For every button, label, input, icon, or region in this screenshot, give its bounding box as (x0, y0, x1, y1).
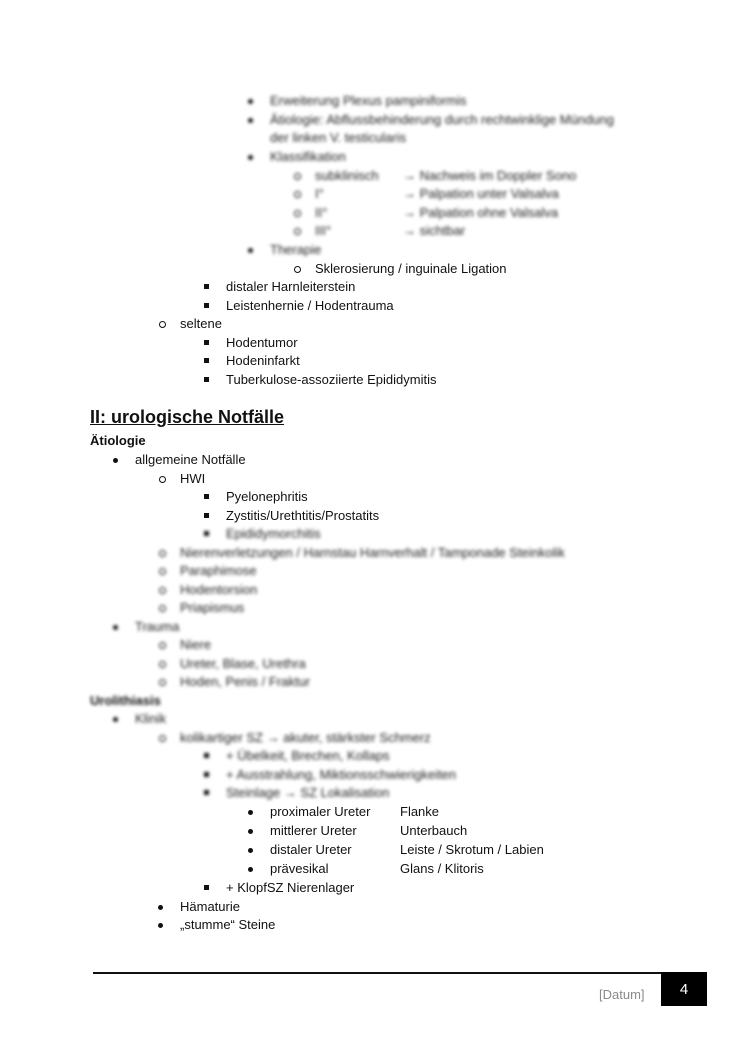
list-item: Hämaturie (180, 899, 240, 914)
list-item: + Übelkeit, Brechen, Kollaps (226, 748, 390, 763)
list-item: Hodentorsion (180, 582, 258, 597)
location-pain: Flanke (400, 804, 440, 819)
location-site: prävesikal (270, 861, 329, 876)
list-item: Priapismus (180, 600, 245, 615)
list-item: Epididymorchitis (226, 526, 321, 541)
location-row (270, 861, 484, 877)
list-item: Tuberkulose-assoziierte Epididymitis (226, 372, 437, 387)
list-item: Pyelonephritis (226, 489, 308, 504)
list-item: Hodentumor (226, 335, 298, 350)
list-item: HWI (180, 471, 206, 486)
list-item: „stumme“ Steine (180, 917, 276, 932)
list-item: Hodeninfarkt (226, 353, 300, 368)
location-pain: Unterbauch (400, 823, 468, 838)
section-heading: II: urologische Notfälle (90, 407, 285, 427)
list-item: seltene (180, 316, 222, 331)
list-item: Ätiologie: Abflussbehinderung durch rechtwinklige Mündung (270, 112, 614, 127)
list-item: + KlopfSZ Nierenlager (226, 880, 355, 895)
list-item: II° → Palpation ohne Valsalva (315, 205, 559, 220)
list-item: Klinik (135, 711, 167, 726)
list-item: Erweiterung Plexus pampiniformis (270, 93, 467, 108)
list-item: Nierenverletzungen / Harnstau Harnverhalt / Tamponade Steinkolik (180, 545, 565, 560)
list-item: Therapie (270, 242, 322, 257)
list-item: I° → Palpation unter Valsalva (315, 186, 559, 201)
footer-date: [Datum] (599, 987, 645, 1002)
subheading-urolithiasis: Urolithiasis (90, 693, 161, 708)
list-item: Niere (180, 637, 212, 652)
list-item: Zystitis/Urethtitis/Prostatits (226, 508, 380, 523)
location-row (270, 804, 440, 820)
location-pain: Leiste / Skrotum / Labien (400, 842, 544, 857)
location-site: mittlerer Ureter (270, 823, 357, 838)
list-item: Steinlage → SZ Lokalisation (226, 785, 390, 800)
list-item-continuation: der linken V. testicularis (270, 130, 407, 145)
list-item: subklinisch → Nachweis im Doppler Sono (315, 168, 577, 183)
list-item: III° → sichtbar (315, 223, 466, 238)
subheading-aetiologie: Ätiologie (90, 433, 146, 448)
list-item: Leistenhernie / Hodentrauma (226, 298, 394, 313)
list-item: Ureter, Blase, Urethra (180, 656, 306, 671)
list-item: Hoden, Penis / Fraktur (180, 674, 311, 689)
location-pain: Glans / Klitoris (400, 861, 484, 876)
list-item: Trauma (135, 619, 180, 634)
page-number: 4 (661, 972, 707, 1006)
list-item: distaler Harnleiterstein (226, 279, 356, 294)
footer-rule (93, 972, 661, 974)
location-site: distaler Ureter (270, 842, 352, 857)
list-item: Klassifikation (270, 149, 346, 164)
list-item: + Ausstrahlung, Miktionsschwierigkeiten (226, 767, 457, 782)
location-row (270, 842, 544, 858)
list-item: kolikartiger SZ → akuter, stärkster Schmerz (180, 730, 431, 745)
list-item: allgemeine Notfälle (135, 452, 246, 467)
location-site: proximaler Ureter (270, 804, 371, 819)
list-item: Paraphimose (180, 563, 257, 578)
list-item: Sklerosierung / inguinale Ligation (315, 261, 507, 276)
location-row (270, 823, 468, 839)
